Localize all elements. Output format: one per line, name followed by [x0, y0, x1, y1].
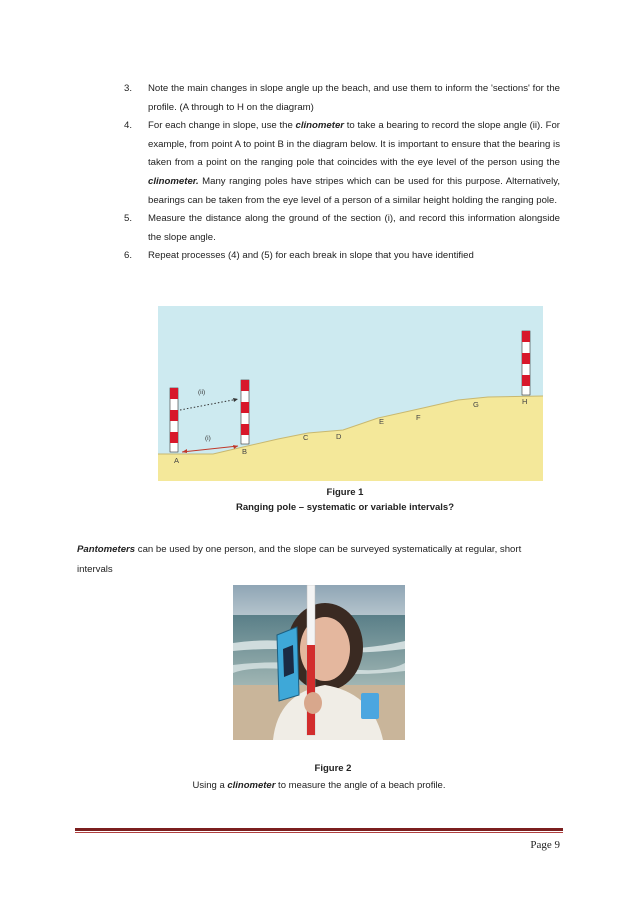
- point-label-b: B: [242, 447, 248, 456]
- point-label-g: G: [473, 400, 479, 409]
- point-label-h: H: [522, 397, 528, 406]
- label-ii: (ii): [198, 389, 206, 396]
- step-text: [148, 80, 560, 117]
- step-text-segment: Measure the distance along the ground of the section (i), and record this information alongside the slope angle.: [148, 213, 560, 243]
- pantometer-paragraph: [77, 540, 557, 580]
- procedure-step: [124, 117, 560, 210]
- ranging-pole-b: [241, 380, 249, 444]
- procedure-steps: [124, 80, 560, 266]
- page-number: Page 9: [530, 839, 560, 851]
- caption-text-pre: Using a: [192, 780, 228, 791]
- procedure-step: [124, 210, 560, 247]
- pantometers-term: Pantometers: [77, 544, 136, 555]
- procedure-step: [124, 247, 560, 266]
- figure2-caption-title: Figure 2: [314, 763, 352, 774]
- step-text-segment: Repeat processes (4) and (5) for each break in slope that you have identified: [148, 250, 474, 262]
- ranging-pole-a: [170, 388, 178, 452]
- point-label-c: C: [303, 433, 309, 442]
- beach-profile-diagram: [158, 306, 543, 481]
- footer-rule: [75, 828, 563, 831]
- pantometer-text: can be used by one person, and the slope can be surveyed systematically at regular, short intervals: [77, 544, 522, 575]
- point-label-d: D: [336, 432, 342, 441]
- figure2-caption-subtitle: [0, 779, 638, 792]
- term-emphasis: clinometer: [295, 120, 345, 132]
- label-i: (i): [205, 435, 211, 442]
- step-text-segment: Many ranging poles have stripes which can be used for this purpose. Alternatively, bearings can be taken from the eye level of a person of a similar height holding the ranging pole.: [148, 175, 560, 206]
- caption-text-post: to measure the angle of a beach profile.: [275, 780, 446, 791]
- procedure-step: [124, 80, 560, 117]
- step-text: [148, 210, 560, 247]
- ranging-pole-h: [522, 331, 530, 395]
- step-number: 6.: [124, 250, 133, 262]
- step-number: 4.: [124, 120, 133, 132]
- step-text-segment: to take a bearing to record the slope angle (ii). For example, from point A to point B in the diagram below. It is important to ensure that the bearing is taken from a point on the ranging pole that coincides with the eye level of the person using the: [148, 120, 560, 169]
- clinometer-term: clinometer: [227, 780, 276, 791]
- step-text: [148, 247, 560, 266]
- term-emphasis: clinometer.: [148, 175, 199, 187]
- footer-rule-thin: [75, 832, 563, 833]
- step-number: 5.: [124, 213, 133, 225]
- point-label-a: A: [174, 456, 180, 465]
- figure1-caption-subtitle: Ranging pole – systematic or variable intervals?: [235, 502, 455, 513]
- step-text-segment: For each change in slope, use the: [148, 120, 296, 132]
- clinometer-photo: [233, 585, 405, 740]
- point-label-e: E: [379, 417, 385, 426]
- step-number: 3.: [124, 83, 133, 94]
- point-label-f: F: [416, 413, 421, 422]
- step-text: [148, 117, 560, 210]
- figure1-caption-title: Figure 1: [326, 487, 364, 498]
- step-text-segment: Note the main changes in slope angle up the beach, and use them to inform the 'sections' for the profile. (A through to H on the diagram): [148, 83, 560, 113]
